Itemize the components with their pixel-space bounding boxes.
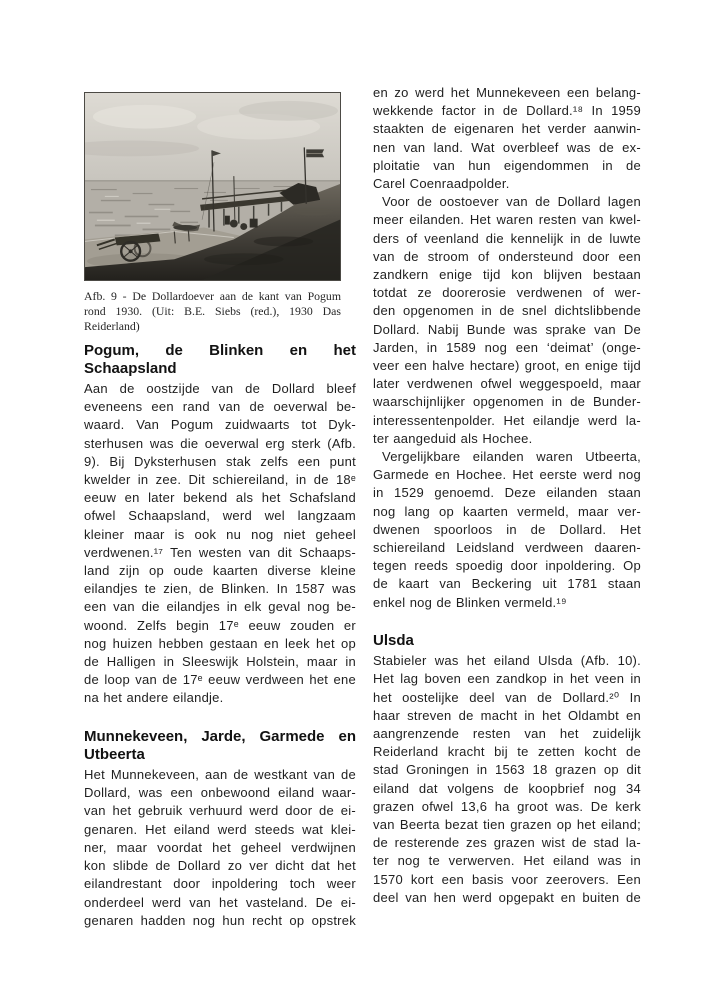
text-line: Reiderland kracht bij te zetten kocht de bbox=[373, 744, 641, 760]
text-line: onderdeel werd van het vasteland. De ei- bbox=[84, 894, 356, 910]
text-line: tegen reeds spoedig door inpoldering. Op bbox=[373, 558, 641, 574]
section-heading bbox=[84, 728, 356, 764]
figure-photo bbox=[84, 92, 341, 281]
text-line: eiland dat volgens de koopbrief nog 34 bbox=[373, 780, 641, 796]
text-line: Vergelijkbare eilanden waren Utbeerta, bbox=[382, 449, 641, 465]
text-line: de Halligen in Sleeswijk Holstein, maar in bbox=[84, 654, 356, 670]
text-line: Garmede en Hochee. Het eerste werd nog bbox=[373, 467, 641, 483]
text-line: ter nog te verwerven. Het eiland was in bbox=[373, 853, 641, 869]
text-line: Aan de oostzijde van de Dollard bleef bbox=[84, 381, 356, 397]
text-line: land zijn op oude kaarten diverse kleine bbox=[84, 563, 356, 579]
text-line: aangrenzende resten van het zuidelijk bbox=[373, 725, 641, 741]
text-line: 1570 kort een basis voor zeerovers. Een bbox=[373, 871, 641, 887]
text-line: kleiner maar is ook nu nog niet geheel bbox=[84, 526, 356, 542]
text-line: veer een halve hectare) groot, en enige tijd bbox=[373, 358, 641, 374]
text-line: van het gebruik verhuurd werd door de ei- bbox=[84, 803, 356, 819]
text-line: ter aangeduid als Hochee. bbox=[373, 430, 533, 446]
paragraph bbox=[373, 84, 641, 193]
figure-caption bbox=[84, 289, 341, 335]
text-line: staakten de eigenaren het verder aanwin- bbox=[373, 121, 641, 137]
heading-line: Ulsda bbox=[373, 631, 414, 649]
text-line: interessentenpolder. Het eilandje werd la- bbox=[373, 412, 641, 428]
text-line: Stabieler was het eiland Ulsda (Afb. 10). bbox=[373, 653, 641, 669]
section-heading bbox=[84, 342, 356, 378]
section-heading bbox=[373, 632, 641, 650]
text-line: verdwenen.¹⁷ Ten westen van dit Schaaps- bbox=[84, 544, 356, 560]
heading-line: Utbeerta bbox=[84, 745, 145, 763]
text-line: meer eilanden. Het waren resten van kwel- bbox=[373, 212, 641, 228]
text-line: eilandjes te zien, de Blinken. In 1587 was bbox=[84, 581, 356, 597]
text-line: Carel Coenraadpolder. bbox=[373, 176, 510, 192]
text-line: kwelder in zee. Dit schiereiland, in de 18ᵉ bbox=[84, 472, 356, 488]
text-line: stad Groningen in 1563 18 grazen op dit bbox=[373, 762, 641, 778]
text-line: de kaart van Beckering uit 1781 staan bbox=[373, 576, 641, 592]
text-line: ofwel Schaapsland, werd wel langzaam bbox=[84, 508, 356, 524]
text-line: Dollard, was een onbewoond eiland waar- bbox=[84, 785, 356, 801]
text-line: grazen ofwel 13,6 ha groot was. De kerk bbox=[373, 798, 641, 814]
text-line: Het lag boven een zandkop in het veen in bbox=[373, 671, 641, 687]
text-line: na het andere eilandje. bbox=[84, 690, 224, 706]
text-line: waarschijnlijker opgenomen in de Bunder- bbox=[373, 394, 641, 410]
caption-line: Reiderland) bbox=[84, 319, 140, 334]
text-line: Jarden, in 1589 nog een ‘deimat’ (onge- bbox=[373, 339, 641, 355]
text-line: een van die eilandjes in elk geval nog be- bbox=[84, 599, 356, 615]
text-line: Dollard. Nabij Bunde was sprake van De bbox=[373, 321, 641, 337]
text-line: in 1529 genoemd. Deze eilanden staan bbox=[373, 485, 641, 501]
text-line: nen van land. Wat overbleef was de ex- bbox=[373, 139, 641, 155]
text-line: genaren. Het eiland werd steeds wat klei- bbox=[84, 821, 356, 837]
text-line: Voor de oostoever van de Dollard lagen bbox=[382, 194, 641, 210]
right-column-text bbox=[373, 84, 641, 907]
text-line: schiereiland Leidsland verdween daaren- bbox=[373, 540, 641, 556]
text-line: enkel nog de Blinken vermeld.¹⁹ bbox=[373, 594, 567, 610]
text-line: ders of veenland die kennelijk in de luwte bbox=[373, 230, 641, 246]
left-column-text bbox=[84, 342, 356, 930]
right-column bbox=[373, 84, 641, 907]
caption-line: rond 1930. (Uit: B.E. Siebs (red.), 1930 Das bbox=[84, 304, 341, 319]
text-line: later verdwenen ofwel weggespoeld, maar bbox=[373, 376, 641, 392]
text-line: zandkern enige tijd kon blijven bestaan bbox=[373, 267, 641, 283]
text-line: ner, maar voordat het geheel verdwijnen bbox=[84, 839, 356, 855]
text-line: van de stroom of ondersteund door een bbox=[373, 248, 641, 264]
text-line: waard. Van Pogum zuidwaarts tot Dyk- bbox=[84, 417, 356, 433]
heading-line: Pogum, de Blinken en het Schaapsland bbox=[84, 341, 356, 377]
heading-line: Munnekeveen, Jarde, Garmede en bbox=[84, 727, 356, 745]
text-line: wekkende factor in de Dollard.¹⁸ In 1959 bbox=[373, 103, 641, 119]
paragraph bbox=[373, 193, 641, 448]
paragraph bbox=[373, 652, 641, 907]
text-line: eeuw en later bekend als het Schafsland bbox=[84, 490, 356, 506]
text-line: totdat ze doorerosie verdwenen of wer- bbox=[373, 285, 641, 301]
paragraph bbox=[373, 448, 641, 612]
text-line: 9). Bij Dyksterhusen stak zelfs een punt bbox=[84, 453, 356, 469]
text-line: de loop van de 17ᵉ eeuw verdween het ene bbox=[84, 672, 356, 688]
text-line: eveneens een rand van de oeverwal be- bbox=[84, 399, 356, 415]
text-line: sterhusen was die oeverwal erg sterk (Afb. bbox=[84, 435, 356, 451]
text-line: ploitatie van hun eigendommen in de bbox=[373, 157, 641, 173]
left-column bbox=[84, 92, 356, 930]
caption-line: Afb. 9 - De Dollardoever aan de kant van Pogum bbox=[84, 289, 341, 303]
text-line: den opgenomen in de snel dichtslibbende bbox=[373, 303, 641, 319]
text-line: nog huizen hebben gestaan en leek het op bbox=[84, 635, 356, 651]
text-line: de resterende zes grazen wist de stad la- bbox=[373, 835, 641, 851]
text-line: Het Munnekeveen, aan de westkant van de bbox=[84, 767, 356, 783]
text-line: eilandrestant door inpoldering toch weer bbox=[84, 876, 356, 892]
text-line: kon slibde de Dollard zo ver dicht dat het bbox=[84, 858, 356, 874]
text-line: en zo werd het Munnekeveen een belang- bbox=[373, 85, 641, 100]
text-line: genaren hadden nog hun recht op opstrek bbox=[84, 912, 356, 928]
text-line: haar streven de macht in het Oldambt en bbox=[373, 707, 641, 723]
text-line: nog lang op kaarten vermeld, maar ver- bbox=[373, 503, 641, 519]
text-line: van Beerta bezat tien grazen op het eiland; bbox=[373, 816, 641, 832]
text-line: dwenen spoorloos in de Dollard. Het bbox=[373, 521, 641, 537]
paragraph bbox=[84, 380, 356, 708]
text-line: het oostelijke deel van de Dollard.²⁰ In bbox=[373, 689, 641, 705]
text-line: woond. Zelfs begin 17ᵉ eeuw zouden er bbox=[84, 617, 356, 633]
paragraph bbox=[84, 766, 356, 930]
shoreline-photo-illustration bbox=[85, 93, 340, 280]
text-line: deel van hen werd opgepakt en buiten de bbox=[373, 889, 641, 905]
